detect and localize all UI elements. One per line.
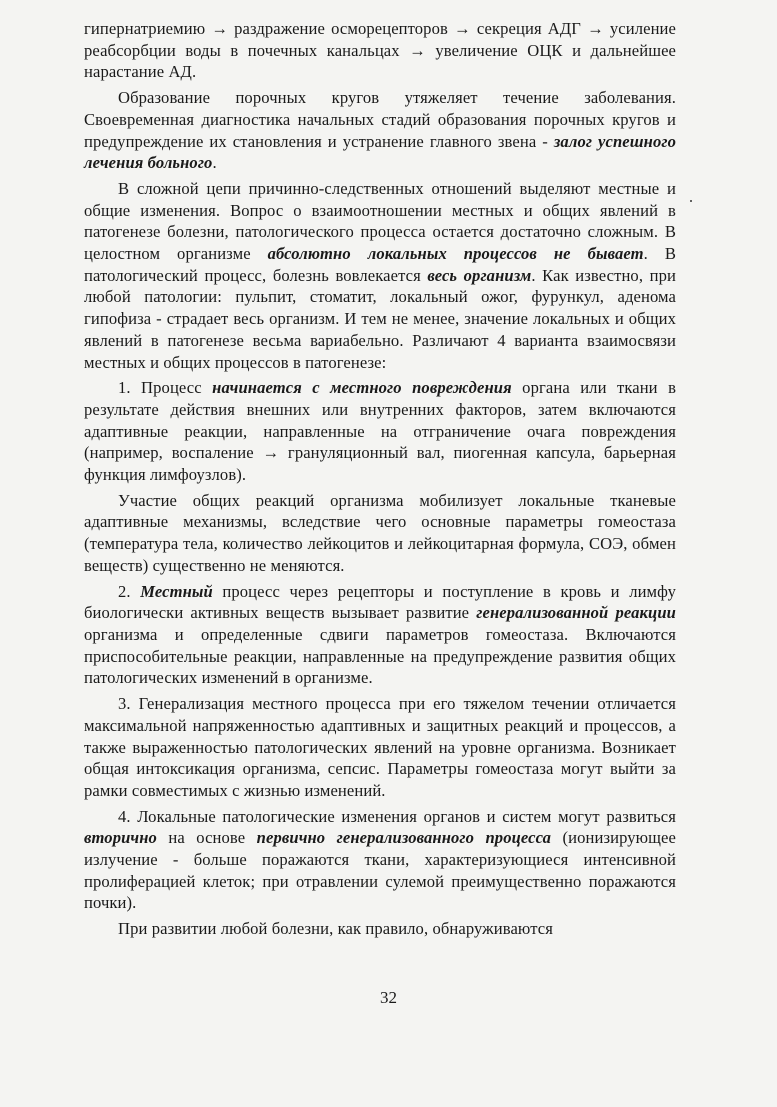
paragraph (84, 18, 676, 83)
body-text: (ионизирующее излучение - больше поражаются ткани, характеризующиеся интенсивной пролиферацией клеток; при отравлении сулемой преимущественно поражаются почки). (84, 828, 676, 913)
body-text: на основе (156, 828, 257, 848)
paragraph (84, 178, 676, 373)
body-text: Образование порочных кругов утяжеляет течение заболевания. Своевременная диагностика начальных стадий образования порочных кругов и предупреждение их становления и устранение главного звена - (84, 88, 676, 151)
body-text: 1. Процесс (118, 378, 213, 398)
body-text: организма и определенные сдвиги параметров гомеостаза. Включаются приспособительные реакции, направленные на предупреждение развития общих патологических изменений в организме. (84, 624, 676, 688)
body-text: . (212, 153, 217, 173)
paragraph (84, 806, 676, 915)
paragraph (84, 87, 676, 174)
body-text: 2. (118, 581, 141, 601)
emphasis-text: генерализованной реакции (476, 603, 676, 623)
body-text: Участие общих реакций организма мобилизует локальные тканевые адаптивные механизмы, вследствие чего основные параметры гомеостаза (температура тела, количество лейкоцитов и лейкоцитарная формула, СОЭ, обмен веществ) существенно не меняются. (84, 490, 676, 575)
body-text: процесс через рецепторы и поступление в кровь и лимфу биологически активных веществ вызывает развитие (84, 581, 676, 623)
paragraph (84, 918, 676, 940)
emphasis-text: начинается с местного повреждения (212, 378, 512, 398)
body-text: В сложной цепи причинно-следственных отношений выделяют местные и общие изменения. Вопрос о взаимоотношении местных и общих явлений в патогенезе болезни, патологического процесса остается достаточно сложным. В целостном организме (84, 178, 676, 264)
emphasis-text: Местный (140, 581, 213, 601)
body-text: 3. Генерализация местного процесса при его тяжелом течении отличается максимальной напряженностью адаптивных и защитных реакций и процессов, а также выраженностью патологических явлений на уровне организма. Возникает общая интоксикация организма, сепсис. Параметры гомеостаза могут выйти за рамки совместимых с жизнью изменений. (84, 694, 676, 800)
page-number: 32 (380, 988, 397, 1007)
emphasis-text: вторично (84, 828, 157, 848)
page-body (84, 18, 676, 944)
paragraph (84, 490, 676, 577)
emphasis-text: залог успешного лечения больного (84, 131, 677, 173)
paragraph (84, 693, 676, 802)
body-text: органа или ткани в результате действия внешних или внутренних факторов, затем включаются адаптивные реакции, направленные на отграничение очага повреждения (например, воспаление → грануляционный вал, пиогенная капсула, барьерная функция лимфоузлов). (84, 378, 677, 485)
emphasis-text: абсолютно локальных процессов не бывает (267, 244, 644, 264)
scan-speck (690, 200, 692, 202)
paragraph (84, 581, 676, 690)
body-text: При развитии любой болезни, как правило, обнаруживаются (118, 919, 553, 939)
body-text: . В патологический процесс, болезнь вовлекается (84, 244, 676, 285)
paragraph (84, 377, 676, 486)
emphasis-text: первично генерализованного процесса (256, 828, 552, 848)
body-text: гипернатриемию → раздражение осморецепторов → секреция АДГ → усиление реабсорбции воды в почечных канальцах → увеличение ОЦК и дальнейшее нарастание АД. (84, 19, 676, 82)
body-text: . Как известно, при любой патологии: пульпит, стоматит, локальный ожог, фурункул, аденома гипофиза - страдает весь организм. И тем не менее, значение локальных и общих явлений в патогенезе весьма вариабельно. Различают 4 варианта взаимосвязи местных и общих процессов в патогенезе: (84, 265, 676, 372)
emphasis-text: весь организм (427, 265, 532, 285)
body-text: 4. Локальные патологические изменения органов и систем могут развиться (118, 806, 676, 826)
